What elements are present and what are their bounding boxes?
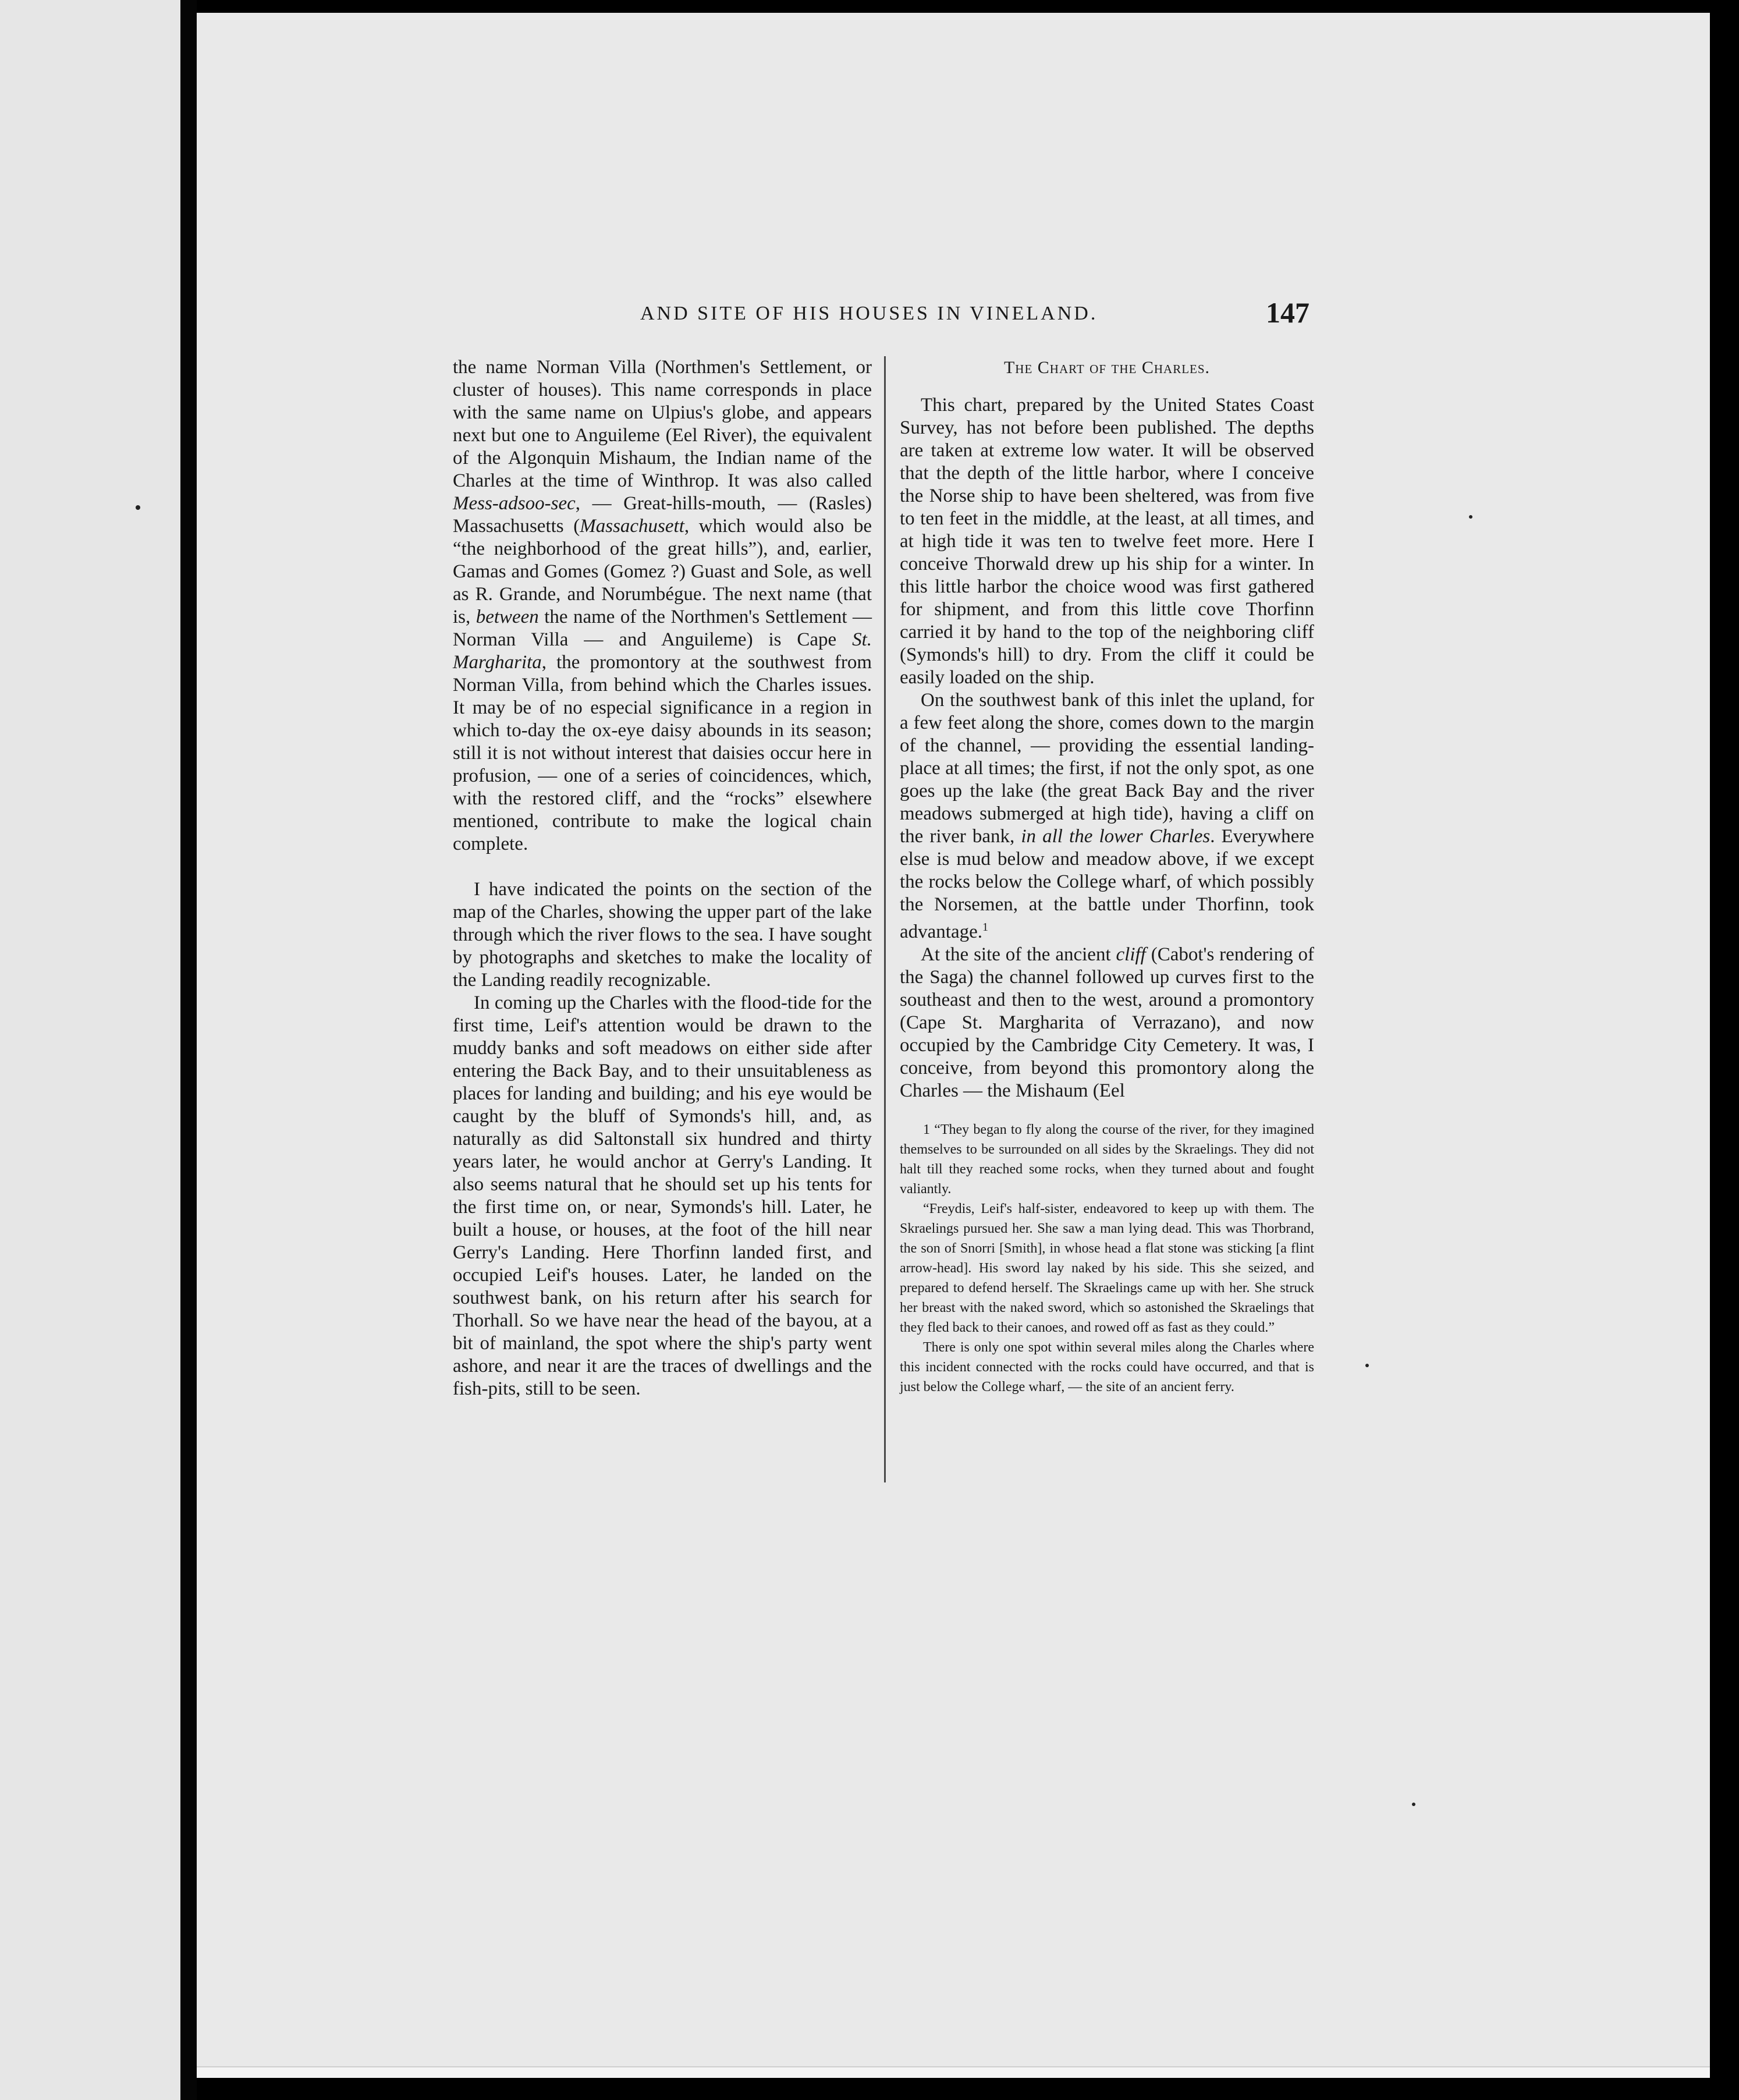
- book-gutter: [180, 0, 197, 2100]
- right-column: [900, 356, 1314, 1397]
- paragraph: the name Norman Villa (Northmen's Settlement, or cluster of houses). This name corresponds in place with the same name on Ulpius's globe, and appears next but one to Anguileme (Eel River), the equivalent of the Algonquin Mishaum, the Indian name of the Charles at the time of Winthrop. It was also called Mess-adsoo-sec, — Great-hills-mouth, — (Rasles) Massachusetts (Massachusett, which would also be “the neighborhood of the great hills”), and, earlier, Gamas and Gomes (Gomez ?) Guast and Sole, as well as R. Grande, and Norumbégue. The next name (that is, between the name of the Northmen's Settlement — Norman Villa — and Anguileme) is Cape St. Margharita, the promontory at the southwest from Norman Villa, from behind which the Charles issues. It may be of no especial significance in a region in which to-day the ox-eye daisy abounds in its season; still it is not without interest that daisies occur here in profusion, — one of a series of coincidences, which, with the restored cliff, and the “rocks” elsewhere mentioned, contribute to make the logical chain complete.: [453, 357, 872, 854]
- footnote-marker: 1: [982, 921, 989, 934]
- column-rule: [884, 356, 886, 1482]
- section-heading: The Chart of the Charles.: [1003, 358, 1211, 377]
- scan-speck: [1412, 1803, 1415, 1806]
- paragraph: At the site of the ancient cliff (Cabot's rendering of the Saga) the channel followed up curves first to the southeast and then to the west, around a promontory (Cape St. Margharita of Verrazano), and now occupied by the Cambridge City Cemetery. It was, I conceive, from beyond this promontory along the Charles — the Mishaum (Eel: [900, 944, 1314, 1101]
- left-column: [453, 356, 872, 1400]
- page-bottom-edge: [197, 2066, 1710, 2078]
- page-number: 147: [1266, 296, 1309, 329]
- scan-speck: [1469, 515, 1472, 519]
- facing-page-edge: [0, 0, 180, 2100]
- paragraph: This chart, prepared by the United States Coast Survey, has not before been published. The depths are taken at extreme low water. It will be observed that the depth of the little harbor, where I conceive the Norse ship to have been sheltered, was from five to ten feet in the middle, at the least, at all times, and at high tide it was ten to twelve feet more. Here I conceive Thorwald drew up his ship for a winter. In this little harbor the choice wood was first gathered for shipment, and from this little cove Thorfinn carried it by hand to the top of the neighboring cliff (Symonds's hill) to dry. From the cliff it could be easily loaded on the ship.: [900, 395, 1314, 688]
- footnote: 1 “They began to fly along the course of the river, for they imagined themselves to be surrounded on all sides by the Skraelings. They did not halt till they reached some rocks, when they turned about and fought valiantly.: [900, 1122, 1314, 1197]
- footnote: “Freydis, Leif's half-sister, endeavored to keep up with them. The Skraelings pursued her. She saw a man lying dead. This was Thorbrand, the son of Snorri [Smith], in whose head a flat stone was sticking [a flint arrow-head]. His sword lay naked by his side. This she seized, and prepared to defend herself. The Skraelings came up with her. She struck her breast with the naked sword, which so astonished the Skraelings that they fled back to their canoes, and rowed off as fast as they could.”: [900, 1201, 1314, 1335]
- footnote: There is only one spot within several miles along the Charles where this incident connected with the rocks could have occurred, and that is just below the College wharf, — the site of an ancient ferry.: [900, 1340, 1314, 1395]
- scan-speck: [136, 505, 140, 510]
- paragraph: I have indicated the points on the section of the map of the Charles, showing the upper part of the lake through which the river flows to the sea. I have sought by photographs and sketches to make the locality of the Landing readily recognizable.: [453, 879, 872, 991]
- running-head: AND SITE OF HIS HOUSES IN VINELAND.: [640, 303, 1098, 324]
- scan-speck: [1365, 1364, 1369, 1367]
- footnotes: [900, 1120, 1314, 1397]
- paragraph: In coming up the Charles with the flood-tide for the first time, Leif's attention would be drawn to the muddy banks and soft meadows on either side after entering the Back Bay, and to their unsuitableness as places for landing and building; and his eye would be caught by the bluff of Symonds's hill, and, as naturally as did Saltonstall six hundred and thirty years later, he would anchor at Gerry's Landing. It also seems natural that he should set up his tents for the first time on, or near, Symonds's hill. Later, he built a house, or houses, at the foot of the hill near Gerry's Landing. Here Thorfinn landed first, and occupied Leif's houses. Later, he landed on the southwest bank, on his return after his search for Thorhall. So we have near the head of the bayou, at a bit of mainland, the spot where the ship's party went ashore, and near it are the traces of dwellings and the fish-pits, still to be seen.: [453, 992, 872, 1399]
- paragraph: On the southwest bank of this inlet the upland, for a few feet along the shore, comes down to the margin of the channel, — providing the essential landing-place at all times; the first, if not the only spot, as one goes up the lake (the great Back Bay and the river meadows submerged at high tide), having a cliff on the river bank, in all the lower Charles. Everywhere else is mud below and meadow above, if we except the rocks below the College wharf, of which possibly the Norsemen, at the battle under Thorfinn, took advantage.$^1$: [900, 690, 1314, 942]
